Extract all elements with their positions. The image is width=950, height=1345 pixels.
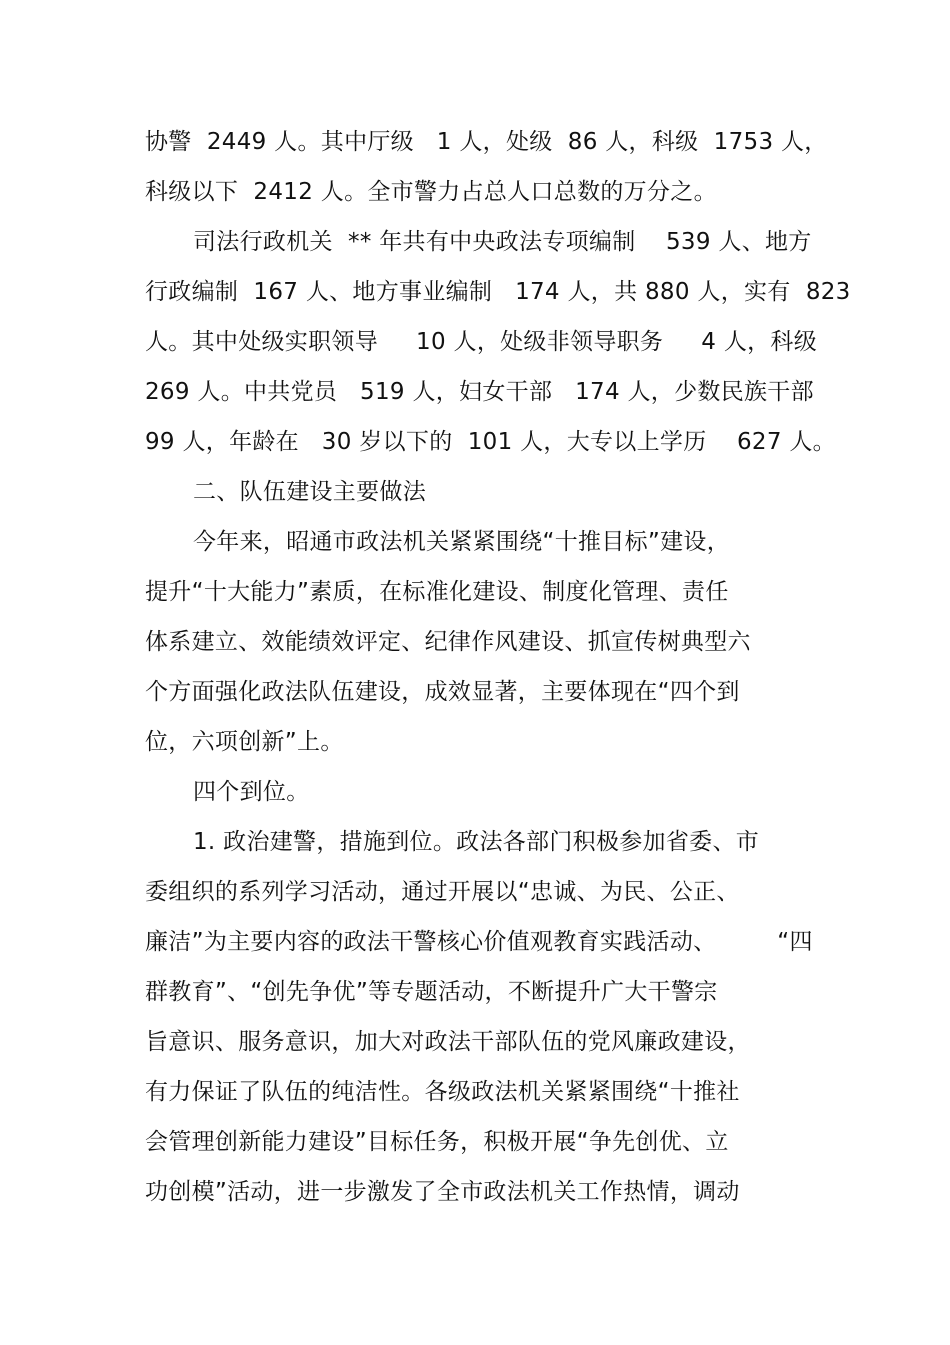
- text-line: 协警 2449 人。其中厅级 1 人，处级 86 人，科级 1753 人，: [145, 129, 828, 155]
- text-line: 有力保证了队伍的纯洁性。各级政法机关紧紧围绕“十推社: [145, 1079, 740, 1105]
- section-heading: 二、队伍建设主要做法: [193, 479, 426, 505]
- text-line: 99 人，年龄在 30 岁以下的 101 人，大专以上学历 627 人。: [145, 429, 836, 455]
- text-line: 旨意识、服务意识，加大对政法干部队伍的党风廉政建设，: [145, 1029, 751, 1055]
- text-line: 功创模”活动，进一步激发了全市政法机关工作热情，调动: [145, 1179, 740, 1205]
- text-line: 群教育”、“创先争优”等专题活动，不断提升广大干警宗: [145, 979, 718, 1005]
- subsection-heading: 四个到位。: [193, 779, 310, 805]
- text-line: 1. 政治建警，措施到位。政法各部门积极参加省委、市: [193, 829, 760, 855]
- text-line: 提升“十大能力”素质，在标准化建设、制度化管理、责任: [145, 579, 729, 605]
- text-line: 个方面强化政法队伍建设，成效显著，主要体现在“四个到: [145, 679, 740, 705]
- text-line: 269 人。中共党员 519 人，妇女干部 174 人，少数民族干部: [145, 379, 814, 405]
- text-line: 委组织的系列学习活动，通过开展以“忠诚、为民、公正、: [145, 879, 740, 905]
- text-line: 体系建立、效能绩效评定、纪律作风建设、抓宣传树典型六: [145, 629, 751, 655]
- text-line: 人。其中处级实职领导 10 人，处级非领导职务 4 人，科级: [145, 329, 818, 355]
- text-line: 廉洁”为主要内容的政法干警核心价值观教育实践活动、 “四: [145, 929, 813, 955]
- text-line: 位，六项创新”上。: [145, 729, 344, 755]
- text-line: 行政编制 167 人、地方事业编制 174 人，共 880 人，实有 823: [145, 279, 851, 305]
- text-line: 科级以下 2412 人。全市警力占总人口总数的万分之。: [145, 179, 717, 205]
- text-line: 会管理创新能力建设”目标任务，积极开展“争先创优、立: [145, 1129, 729, 1155]
- text-line: 今年来，昭通市政法机关紧紧围绕“十推目标”建设，: [193, 529, 731, 555]
- text-line: 司法行政机关 ** 年共有中央政法专项编制 539 人、地方: [193, 229, 812, 255]
